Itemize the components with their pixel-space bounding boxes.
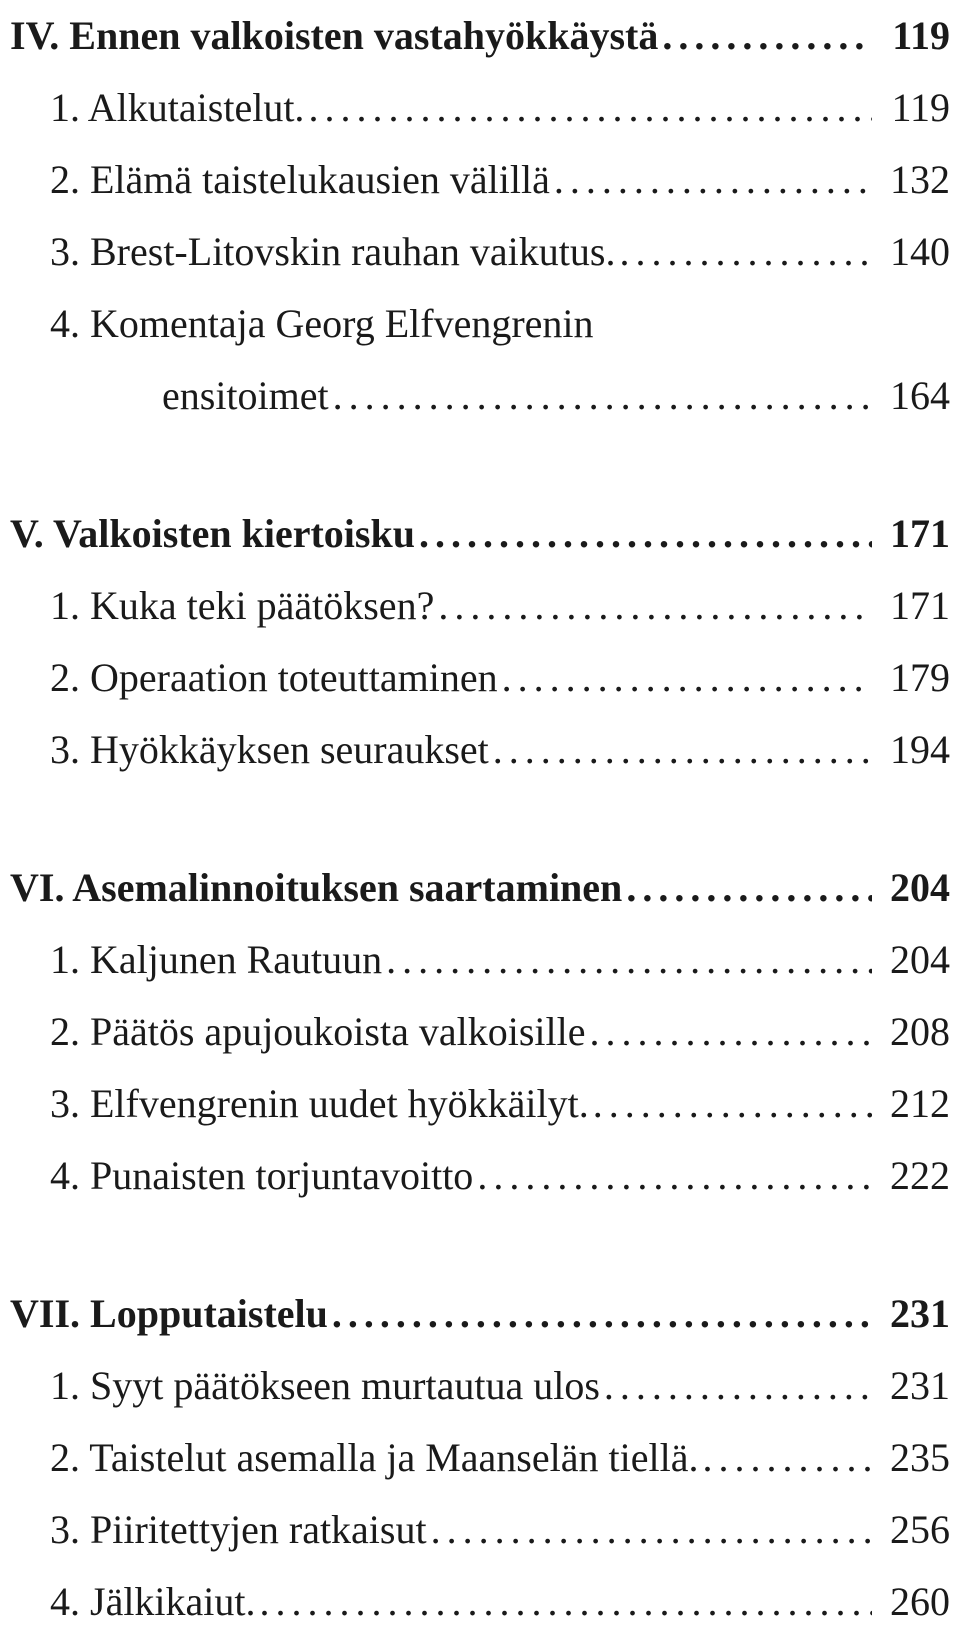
dot-leader — [477, 1140, 872, 1212]
page-number: 164 — [890, 373, 950, 418]
dot-leader — [333, 360, 872, 432]
dot-leader — [332, 1278, 872, 1350]
page-number: 231 — [890, 1291, 950, 1336]
toc-entry[interactable] — [10, 1566, 950, 1638]
dot-leader — [590, 996, 873, 1068]
dot-leader — [260, 1566, 872, 1638]
toc-entry[interactable] — [10, 1140, 950, 1212]
dot-leader — [502, 642, 872, 714]
chapter-title: VII. Lopputaistelu — [10, 1291, 328, 1336]
toc-entry[interactable] — [10, 570, 950, 642]
table-of-contents — [10, 0, 950, 1638]
toc-entry[interactable] — [10, 1494, 950, 1566]
page-number: 119 — [891, 85, 950, 130]
dot-leader — [619, 216, 872, 288]
toc-entry[interactable] — [10, 144, 950, 216]
toc-entry[interactable] — [10, 216, 950, 288]
page-number: 179 — [890, 655, 950, 700]
page-number: 194 — [890, 727, 950, 772]
entry-title: 4. Komentaja Georg Elfvengrenin — [50, 301, 594, 346]
entry-title: 2. Taistelut asemalla ja Maanselän tiellä. — [50, 1435, 699, 1480]
dot-leader — [554, 144, 872, 216]
page-number: 212 — [890, 1081, 950, 1126]
page-number: 260 — [890, 1579, 950, 1624]
dot-leader — [438, 570, 872, 642]
chapter-vi — [10, 852, 950, 1212]
page-number: 204 — [890, 865, 950, 910]
page-number: 119 — [892, 13, 950, 58]
page-number: 140 — [890, 229, 950, 274]
entry-title-continuation: ensitoimet — [162, 373, 329, 418]
dot-leader — [431, 1494, 872, 1566]
toc-entry[interactable] — [10, 72, 950, 144]
entry-title: 2. Päätös apujoukoista valkoisille — [50, 1009, 586, 1054]
toc-entry[interactable] — [10, 1068, 950, 1140]
entry-title: 1. Syyt päätökseen murtautua ulos — [50, 1363, 600, 1408]
entry-title: 2. Elämä taistelukausien välillä — [50, 157, 550, 202]
page-number: 208 — [890, 1009, 950, 1054]
entry-title: 3. Elfvengrenin uudet hyökkäilyt. — [50, 1081, 589, 1126]
page-number: 171 — [890, 511, 950, 556]
toc-entry[interactable] — [10, 714, 950, 786]
chapter-iv — [10, 0, 950, 432]
page-number: 204 — [890, 937, 950, 982]
chapter-title: IV. Ennen valkoisten vastahyökkäystä — [10, 13, 659, 58]
toc-entry[interactable] — [10, 1422, 950, 1494]
toc-entry-line2[interactable] — [10, 360, 950, 432]
toc-entry-line1[interactable] — [10, 288, 950, 360]
dot-leader — [593, 1068, 872, 1140]
dot-leader — [626, 852, 872, 924]
dot-leader — [386, 924, 872, 996]
chapter-title: VI. Asemalinnoituksen saartaminen — [10, 865, 623, 910]
entry-title: 2. Operaation toteuttaminen — [50, 655, 498, 700]
chapter-heading[interactable] — [10, 0, 950, 72]
dot-leader — [662, 0, 872, 72]
chapter-heading[interactable] — [10, 852, 950, 924]
dot-leader — [493, 714, 872, 786]
entry-title: 4. Jälkikaiut. — [50, 1579, 256, 1624]
chapter-heading[interactable] — [10, 498, 950, 570]
toc-entry[interactable] — [10, 996, 950, 1068]
section-gap — [10, 1212, 950, 1278]
entry-title: 3. Hyökkäyksen seuraukset — [50, 727, 489, 772]
toc-entry[interactable] — [10, 924, 950, 996]
entry-title: 4. Punaisten torjuntavoitto — [50, 1153, 474, 1198]
page-number: 171 — [890, 583, 950, 628]
page-number: 222 — [890, 1153, 950, 1198]
entry-title: 3. Brest-Litovskin rauhan vaikutus. — [50, 229, 616, 274]
section-gap — [10, 786, 950, 852]
entry-title: 3. Piiritettyjen ratkaisut — [50, 1507, 427, 1552]
dot-leader — [308, 72, 872, 144]
chapter-title: V. Valkoisten kiertoisku — [10, 511, 415, 556]
chapter-vii — [10, 1278, 950, 1638]
dot-leader — [419, 498, 872, 570]
page-number: 235 — [890, 1435, 950, 1480]
entry-title: 1. Alkutaistelut. — [50, 85, 305, 130]
toc-entry[interactable] — [10, 642, 950, 714]
chapter-v — [10, 498, 950, 786]
entry-title: 1. Kaljunen Rautuun — [50, 937, 383, 982]
chapter-heading[interactable] — [10, 1278, 950, 1350]
page-number: 231 — [890, 1363, 950, 1408]
toc-entry[interactable] — [10, 1350, 950, 1422]
page-number: 132 — [890, 157, 950, 202]
entry-title: 1. Kuka teki päätöksen? — [50, 583, 435, 628]
dot-leader — [604, 1350, 872, 1422]
page-number: 256 — [890, 1507, 950, 1552]
dot-leader — [702, 1422, 872, 1494]
section-gap — [10, 432, 950, 498]
